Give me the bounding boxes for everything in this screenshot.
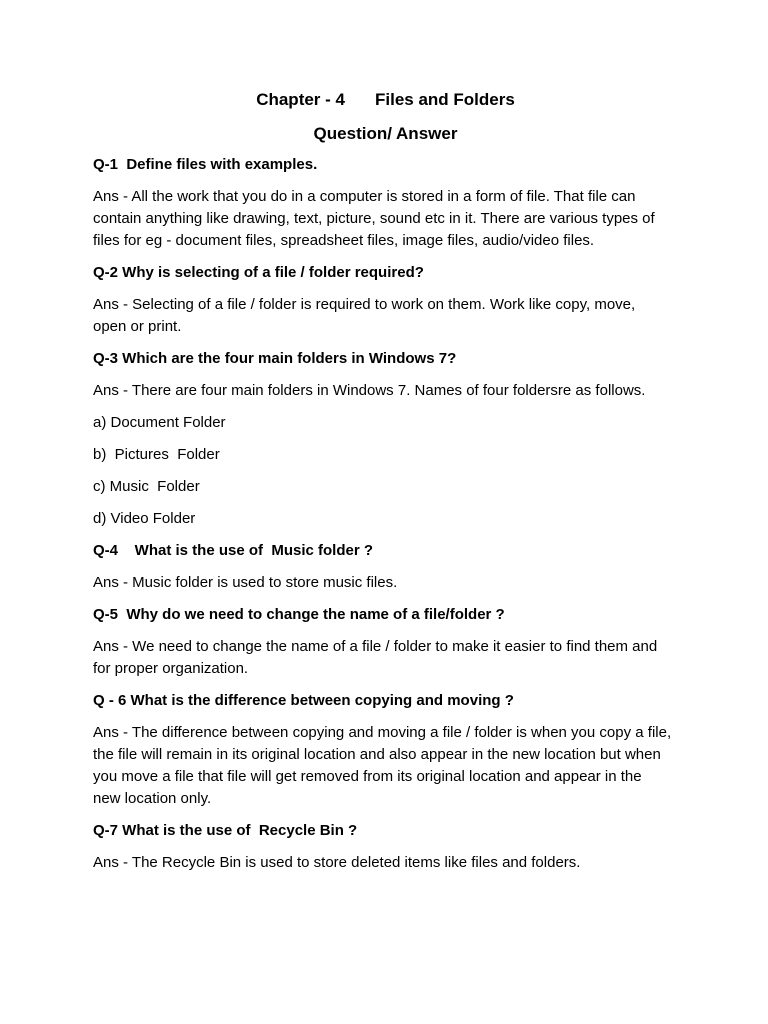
- folder-list-item: b) Pictures Folder: [93, 446, 220, 463]
- question-7: Q-7 What is the use of Recycle Bin ?: [93, 822, 358, 839]
- question-5: Q-5 Why do we need to change the name of a file/folder ?: [93, 606, 505, 623]
- answer-2: Ans - Selecting of a file / folder is required to work on them. Work like copy, move, open or print.: [93, 296, 636, 335]
- answer-6: Ans - The difference between copying and moving a file / folder is when you copy a file, the file will remain in its original location and also appear in the new location but when you move a file that file will get removed from its original location and appear in the new location only.: [93, 724, 672, 807]
- answer-5: Ans - We need to change the name of a file / folder to make it easier to find them and for proper organization.: [93, 638, 658, 677]
- question-2: Q-2 Why is selecting of a file / folder required?: [93, 264, 424, 281]
- answer-4: Ans - Music folder is used to store music files.: [93, 574, 398, 591]
- question-6: Q - 6 What is the difference between copying and moving ?: [93, 692, 514, 709]
- chapter-number: Chapter - 4: [256, 90, 345, 109]
- folder-list-item: d) Video Folder: [93, 510, 196, 527]
- folder-list-item: a) Document Folder: [93, 414, 226, 431]
- question-1: Q-1 Define files with examples.: [93, 156, 318, 173]
- answer-1: Ans - All the work that you do in a computer is stored in a form of file. That file can contain anything like drawing, text, picture, sound etc in it. There are various types of files for eg - document files, spreadsheet files, image files, audio/video files.: [93, 188, 655, 249]
- chapter-title: [93, 88, 672, 112]
- section-subtitle: Question/ Answer: [313, 124, 458, 143]
- question-3: Q-3 Which are the four main folders in Windows 7?: [93, 350, 457, 367]
- chapter-topic: Files and Folders: [374, 90, 515, 109]
- question-4: Q-4 What is the use of Music folder ?: [93, 542, 374, 559]
- folder-list-item: c) Music Folder: [93, 478, 200, 495]
- answer-7: Ans - The Recycle Bin is used to store deleted items like files and folders.: [93, 854, 581, 871]
- answer-3: Ans - There are four main folders in Windows 7. Names of four foldersre as follows.: [93, 382, 646, 399]
